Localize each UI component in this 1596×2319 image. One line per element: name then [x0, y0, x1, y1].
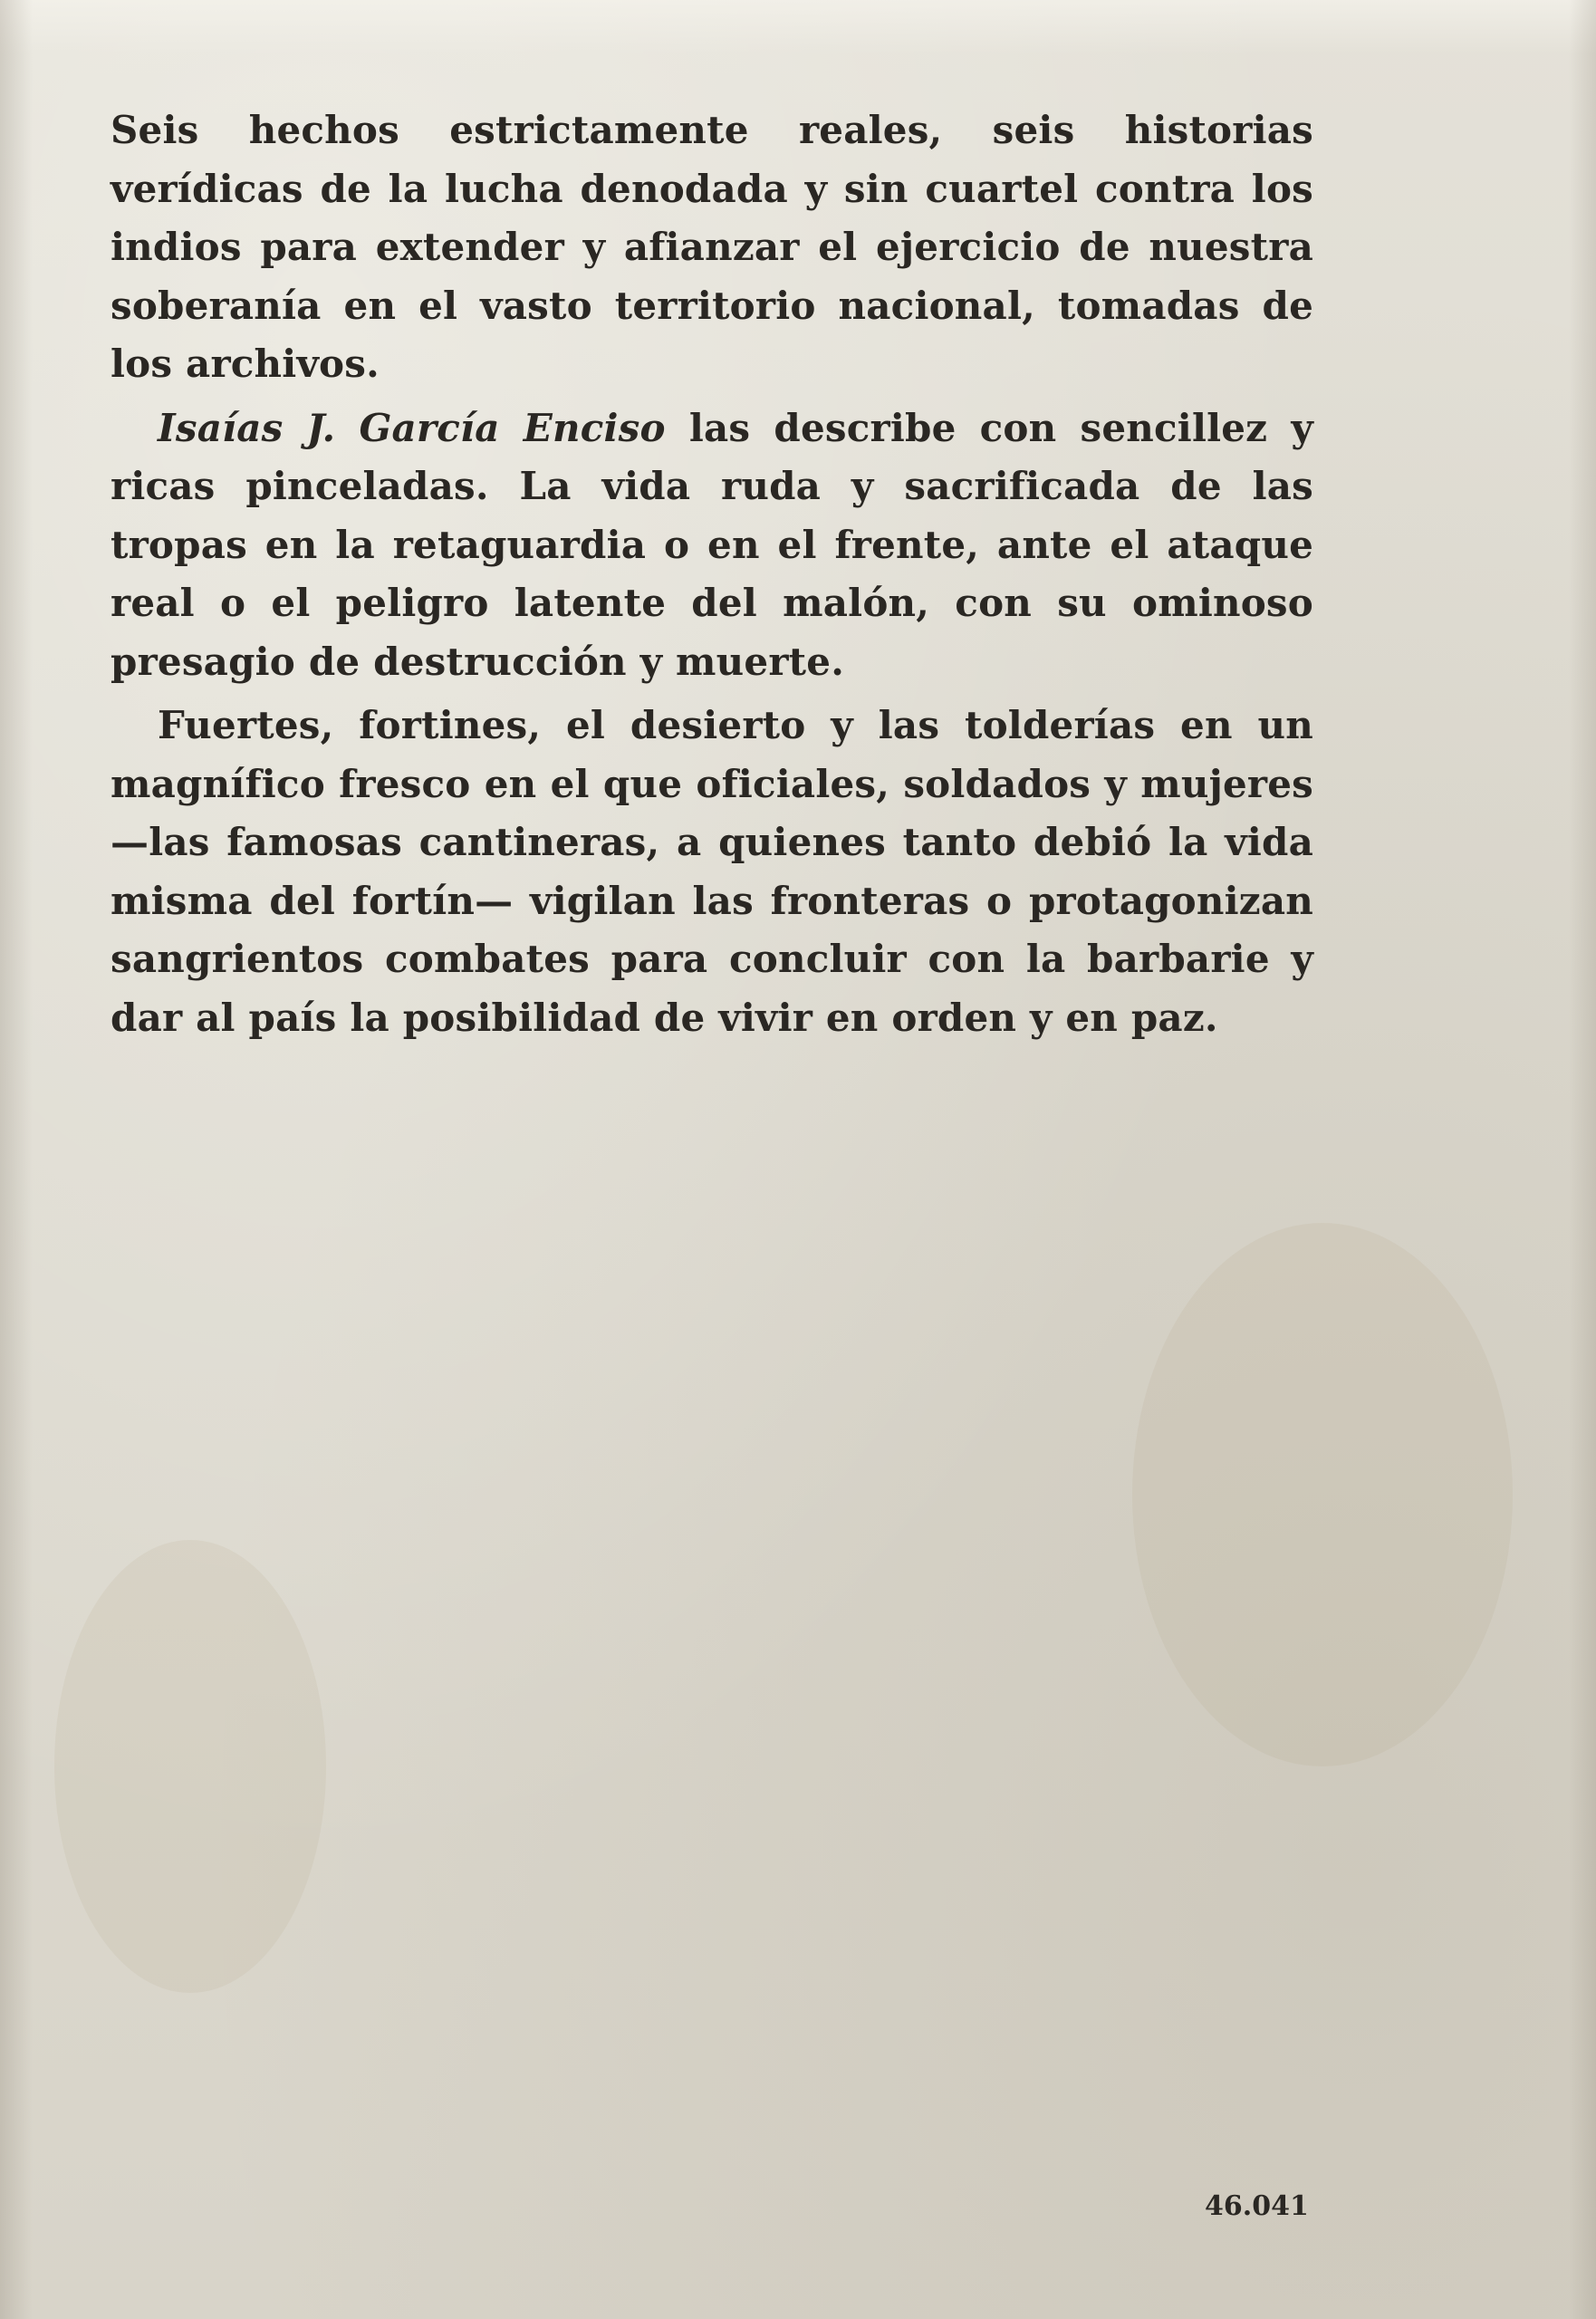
catalog-number: 46.041	[1205, 2190, 1309, 2222]
author-name: Isaías J. García Enciso	[158, 405, 666, 450]
blurb-paragraph-1: Seis hechos estrictamente reales, seis historias verídicas de la lucha denodada y sin cuartel contra los indios para extender y afianzar el ejercicio de nuestra soberanía en el vasto territorio nacional, tomadas de los archivos.	[111, 108, 1313, 386]
paper-stain	[1132, 1223, 1513, 1766]
cover-right-edge	[1569, 0, 1596, 2319]
blurb-text	[111, 101, 1313, 1053]
cover-top-edge	[0, 0, 1596, 54]
cover-left-edge	[0, 0, 33, 2319]
blurb-paragraph-2-text: las describe con sencillez y ricas pinceladas. La vida ruda y sacrificada de las tropas en la retaguardia o en el frente, ante el ataque real o el peligro latente del malón, con su ominoso presagio de destrucción y muerte.	[111, 405, 1313, 684]
paper-stain	[54, 1540, 326, 1993]
blurb-paragraph-2	[111, 399, 1313, 692]
blurb-paragraph-3: Fuertes, fortines, el desierto y las tolderías en un magnífico fresco en el que oficiales, soldados y mujeres —las famosas cantineras, a quienes tanto debió la vida misma del fortín— vigilan las fronteras o protagonizan sangrientos combates para concluir con la barbarie y dar al país la posibilidad de vivir en orden y en paz.	[111, 703, 1313, 1040]
